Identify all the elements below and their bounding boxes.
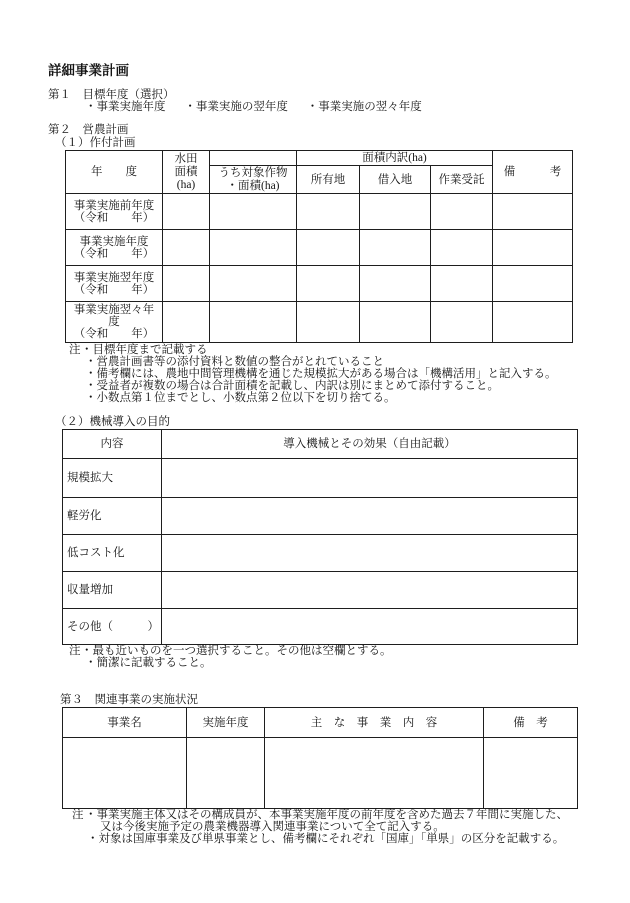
crop-plan-heading: （１）作付計画 [55,137,136,149]
crop-row-leased-land-cell [360,266,431,302]
crop-plan-header-row [66,151,573,166]
header-paddy-area-line: 面積 [174,165,198,178]
project-remarks-cell [484,738,578,809]
crop-row-paddy-area-cell [163,302,210,343]
target-year-heading: 第１ 目標年度（選択） [48,89,175,101]
note-item: ・小数点第１位までとし、小数点第２位以下を切り捨てる。 [85,392,396,404]
crop-row-era-label: （令和 年） [73,247,155,260]
crop-row-remarks-cell [493,194,573,230]
crop-row-paddy-area-cell [163,230,210,266]
project-year-cell [187,738,265,809]
target-year-options [85,101,422,113]
crop-row-contract-work-cell [431,230,493,266]
farm-plan-heading: 第２ 営農計画 [48,124,129,136]
machine-purpose-header-row [63,430,578,459]
crop-plan-row [66,230,573,266]
machine-purpose-notes [69,645,392,669]
machine-purpose-row [63,459,578,498]
crop-row-leased-land-cell [360,302,431,343]
purpose-label: 収量増加 [63,572,162,609]
crop-row-contract-work-cell [431,266,493,302]
header-target-crop-top-blank [210,151,297,166]
effect-cell [162,535,578,572]
purpose-label: 低コスト化 [63,535,162,572]
header-remarks: 備 考 [493,151,573,194]
header-target-crop-area-line: うち対象作物 [218,166,288,179]
related-projects-header-row [63,708,578,738]
header-project-year: 実施年度 [187,708,265,738]
crop-row-target-crop-area-cell [210,230,297,266]
header-target-crop-area-line: ・面積(ha) [226,179,280,192]
header-owned-land: 所有地 [297,166,360,194]
purpose-label: その他（ ） [63,609,162,645]
target-year-option: ・事業実施年度 [85,101,166,113]
header-year: 年 度 [66,151,163,194]
effect-cell [162,609,578,645]
crop-row-era-label: （令和 年） [73,283,155,296]
crop-plan-row [66,194,573,230]
notes-label: 注 [69,344,81,356]
note-item: ・営農計画書等の添付資料と数値の整合がとれていること [85,356,384,368]
notes-list [81,645,392,669]
target-year-option: ・事業実施の翌々年度 [306,101,422,113]
header-paddy-area-line: 水田 [174,152,198,165]
header-project-content: 主 な 事 業 内 容 [265,708,484,738]
crop-row-year-label: 事業実施前年度 [73,199,155,212]
crop-plan-row [66,266,573,302]
note-line: 又は今後実施予定の農業機器導入関連事業について全て記入する。 [100,821,445,833]
crop-row-target-crop-area-cell [210,194,297,230]
header-leased-land: 借入地 [360,166,431,194]
crop-row-owned-land-cell [297,302,360,343]
crop-row-paddy-area-cell [163,194,210,230]
related-projects-heading: 第３ 関連事業の実施状況 [60,694,198,706]
crop-row-leased-land-cell [360,194,431,230]
crop-plan-row [66,302,573,343]
project-content-cell [265,738,484,809]
header-content: 内容 [63,430,162,459]
crop-row-remarks-cell [493,266,573,302]
crop-row-year-label: 事業実施翌年度 [73,271,155,284]
note-line: ・対象は国庫事業及び単県事業とし、備考欄にそれぞれ「国庫」「単県」の区分を記載する。 [87,833,565,845]
crop-plan-notes [69,344,557,404]
crop-row-leased-land-cell [360,230,431,266]
related-projects-notes [72,809,568,845]
purpose-label: 規模拡大 [63,459,162,498]
crop-row-era-label: （令和 年） [73,211,155,224]
machine-purpose-row [63,498,578,535]
related-projects-table [62,707,578,809]
note-line: ・事業実施主体又はその構成員が、本事業実施年度の前年度を含めた過去７年間に実施した、 [85,809,568,821]
notes-label: 注 [69,645,81,657]
note-item: ・簡潔に記載すること。 [85,657,212,669]
note-item [85,809,568,833]
document-title: 詳細事業計画 [48,63,129,78]
machine-purpose-table [62,429,578,645]
note-item: ・備考欄には、農地中間管理機構を通じた規模拡大がある場合は「機構活用」と記入する。 [85,368,557,380]
note-item: ・最も近いものを一つ選択すること。その他は空欄とする。 [81,645,392,657]
machine-purpose-row [63,572,578,609]
crop-row-paddy-area-cell [163,266,210,302]
crop-row-year-cell [66,230,163,266]
crop-row-target-crop-area-cell [210,266,297,302]
project-name-cell [63,738,187,809]
crop-row-remarks-cell [493,230,573,266]
crop-row-era-label: （令和 年） [73,328,155,340]
note-item [85,833,568,845]
header-paddy-area [163,151,210,194]
crop-row-target-crop-area-cell [210,302,297,343]
crop-plan-table [65,150,573,343]
purpose-label: 軽労化 [63,498,162,535]
header-contract-work: 作業受託 [431,166,493,194]
note-item: ・目標年度まで記載する [81,344,208,356]
note-item: ・受益者が複数の場合は合計面積を記載し、内訳は別にまとめて添付すること。 [85,380,499,392]
crop-row-year-label: 事業実施翌々年度 [73,304,155,328]
crop-row-remarks-cell [493,302,573,343]
notes-label: 注 [72,809,84,821]
effect-cell [162,572,578,609]
crop-row-contract-work-cell [431,194,493,230]
effect-cell [162,498,578,535]
crop-row-year-cell [66,194,163,230]
related-projects-row [63,738,578,809]
notes-list [85,809,568,845]
header-machine-effect: 導入機械とその効果（自由記載） [162,430,578,459]
header-project-remarks: 備 考 [484,708,578,738]
crop-row-year-cell [66,266,163,302]
effect-cell [162,459,578,498]
header-target-crop-area [210,166,297,194]
machine-purpose-row [63,535,578,572]
crop-row-year-label: 事業実施年度 [79,235,149,248]
header-area-breakdown: 面積内訳(ha) [297,151,493,166]
notes-list [81,344,557,404]
target-year-option: ・事業実施の翌年度 [184,101,288,113]
crop-row-owned-land-cell [297,266,360,302]
machine-purpose-row [63,609,578,645]
crop-row-owned-land-cell [297,230,360,266]
crop-row-contract-work-cell [431,302,493,343]
header-project-name: 事業名 [63,708,187,738]
crop-row-year-cell [66,302,163,343]
machine-purpose-heading: （２）機械導入の目的 [55,416,170,428]
crop-row-owned-land-cell [297,194,360,230]
header-paddy-area-line: (ha) [176,178,196,191]
